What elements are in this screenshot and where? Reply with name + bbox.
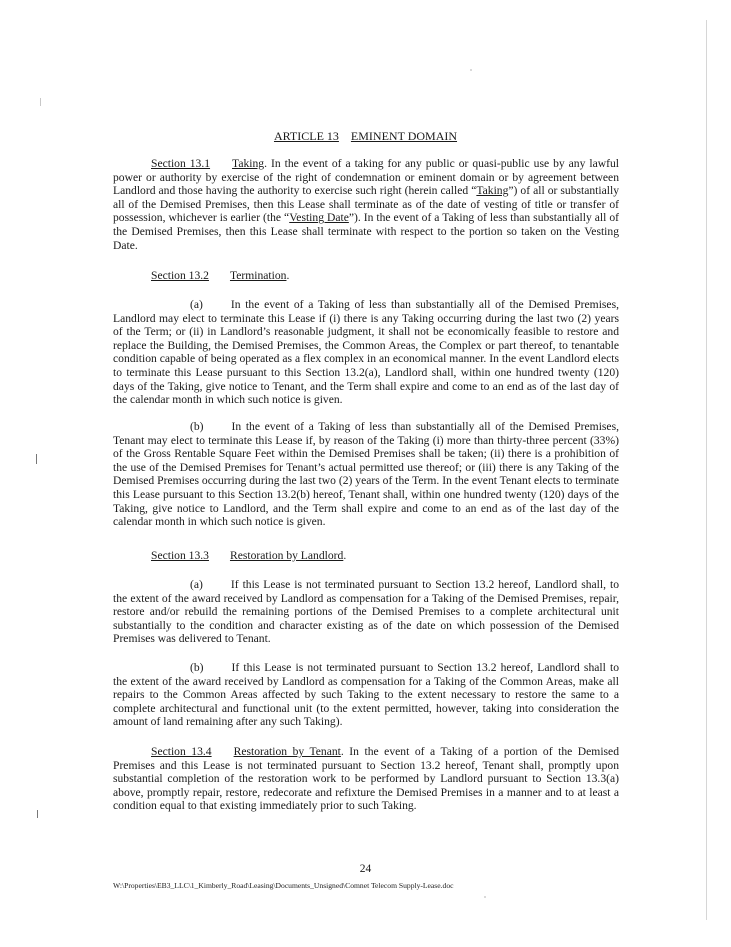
section-13-4-paragraph [113, 745, 619, 813]
page-number: 24 [359, 863, 372, 875]
section-13-2-b-paragraph [113, 420, 619, 529]
section-13-3-heading [151, 549, 346, 563]
scan-mark [40, 98, 41, 106]
section-13-3-title: Restoration by Landlord [229, 549, 344, 562]
section-13-2-label: Section 13.2 [151, 269, 209, 282]
section-13-2-title: Termination [229, 269, 287, 282]
footer-file-path: W:\Properties\EB3_LLC\1_Kimberly_Road\Leasing\Documents_Unsigned\Comnet Telecom Supply-Lease.doc [113, 881, 454, 890]
section-13-2-heading [151, 269, 289, 283]
subsection-text: In the event of a Taking of less than substantially all of the Demised Premises, Landlord may elect to terminate this Lease if (i) there is any Taking occurring during the last two (2) years of the Term; or (ii) in Landlord’s reasonable judgment, it shall not be economically feasible to restore and replace the Building, the Demised Premises, the Common Areas, the Complex or part thereof, to tenantable condition capable of being operated as a flex complex in an economical manner. In the event Landlord elects to terminate this Lease pursuant to this Section 13.2(a), Landlord shall, within one hundred twenty (120) days of the Taking, give notice to Tenant, and the Term shall expire and come to an end as of the last day of the calendar month in which such notice is given. [113, 298, 619, 407]
section-13-2-a-paragraph [113, 298, 619, 407]
article-title: EMINENT DOMAIN [350, 129, 458, 143]
subsection-text: In the event of a Taking of less than substantially all of the Demised Premises, Tenant may elect to terminate this Lease if, by reason of the Taking (i) more than thirty-three percent (33%) of the Gross Rentable Square Feet within the Demised Premises shall be taken; (ii) there is a prohibition of the use of the Demised Premises for Tenant’s actual permitted use thereof; or (iii) there is any Taking of the Demised Premises occurring during the last two (2) years of the Term. In the event Tenant elects to terminate this Lease pursuant to this Section 13.2(b) hereof, Tenant shall, within one hundred twenty (120) days of the Taking, give notice to Landlord, and the Term shall expire and come to an end as of the last day of the calendar month in which such notice is given. [113, 420, 619, 529]
section-13-1-label: Section 13.1 [151, 157, 211, 170]
defined-term-taking: Taking [476, 184, 509, 198]
article-heading [0, 129, 731, 143]
section-13-3-b-paragraph [113, 661, 619, 729]
subsection-label: (a) [190, 578, 203, 591]
subsection-label: (b) [190, 661, 204, 674]
section-text: ”). In the event of a Taking of less than substantially all of the Demised Premises, then this Lease shall terminate with respect to the portion so taken on the Vesting Date. [113, 211, 619, 252]
subsection-text: If this Lease is not terminated pursuant to Section 13.2 hereof, Landlord shall, to the extent of the award received by Landlord as compensation for a Taking of the Demised Premises, repair, restore and/or rebuild the remaining portions of the Demised Premises to a complete architectural unit substantially to the condition and character existing as of the date on which possession of the Demised Premises was delivered to Tenant. [113, 578, 619, 646]
defined-term-vesting-date: Vesting Date [289, 211, 349, 225]
section-13-3-label: Section 13.3 [151, 549, 209, 562]
section-text: . In the event of a taking for any public or quasi-public use by any lawful power or authority by exercise of the right of condemnation or eminent domain or by agreement between Landlord and those having the authority to exercise such right (herein called “ [113, 157, 619, 198]
section-title-period: . [343, 549, 347, 562]
section-text: . In the event of a Taking of a portion of the Demised Premises and this Lease is not terminated pursuant to Section 13.2 hereof, Tenant shall, promptly upon substantial completion of the restoration work to be performed by Landlord pursuant to Section 13.3(a) above, promptly repair, restore, redecorate and refixture the Demised Premises in a manner and to at least a condition equal to that existing immediately prior to such Taking. [113, 745, 619, 813]
section-13-1-paragraph [113, 157, 619, 252]
subsection-label: (a) [190, 298, 203, 311]
section-13-4-label: Section 13.4 [151, 745, 212, 758]
scan-mark [37, 810, 38, 818]
subsection-label: (b) [190, 420, 204, 433]
section-13-4-title: Restoration by Tenant [233, 745, 341, 758]
article-number: ARTICLE 13 [273, 129, 339, 143]
subsection-text: If this Lease is not terminated pursuant to Section 13.2 hereof, Landlord shall to the extent of the award received by Landlord as compensation for a Taking of the Common Areas, make all repairs to the Common Areas affected by such Taking to the extent necessary to restore the same to a complete architectural and functional unit (to the extent permitted, however, taking into consideration the amount of land remaining after any such Taking). [113, 661, 619, 729]
section-text: ”) of all or substantially all of the Demised Premises, then this Lease shall terminate as of the date of vesting of title or transfer of possession, whichever is earlier (the “ [113, 184, 619, 225]
page-edge-line [706, 20, 707, 920]
scan-dot [484, 896, 486, 898]
scan-mark [36, 454, 37, 464]
scan-dot [470, 69, 472, 71]
section-title-period: . [286, 269, 290, 282]
section-13-3-a-paragraph [113, 578, 619, 646]
section-13-1-title: Taking [232, 157, 265, 170]
